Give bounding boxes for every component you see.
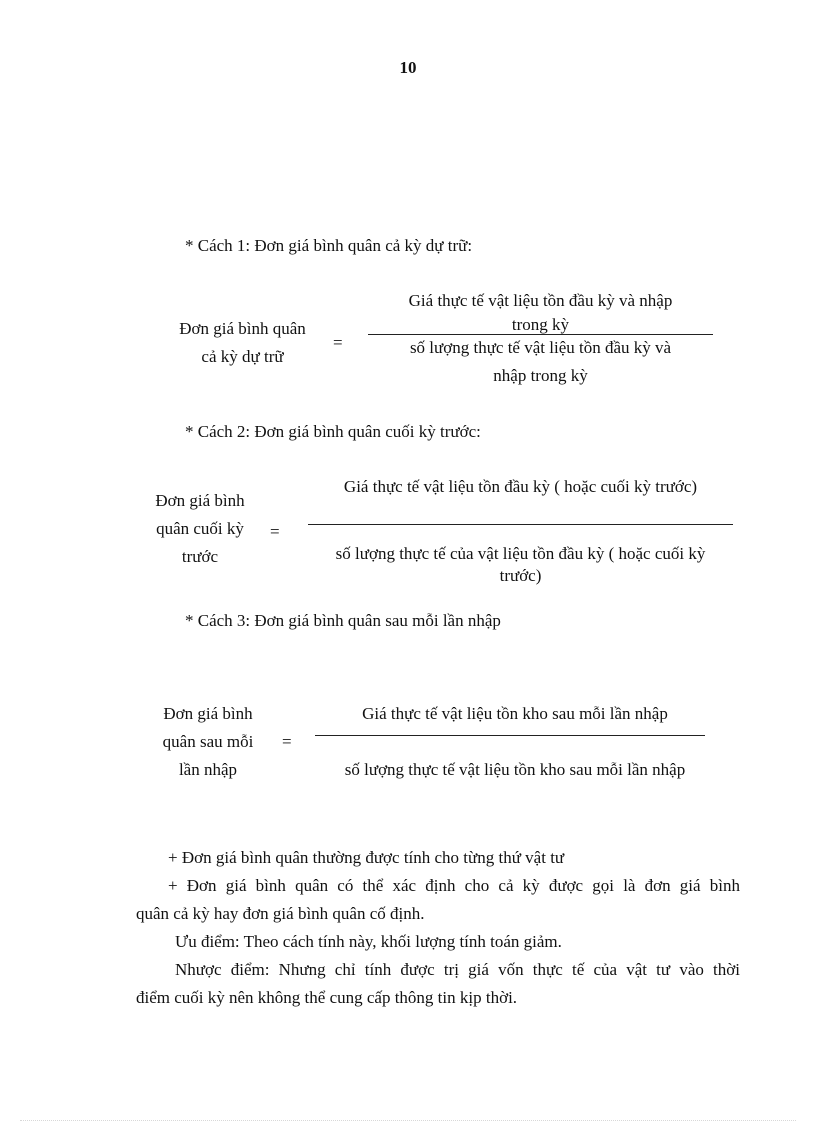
page-number: 10 <box>399 58 417 77</box>
method2-heading: * Cách 2: Đơn giá bình quân cuối kỳ trước: <box>185 422 481 441</box>
disadvantage-line-1: Nhược điểm: Nhưng chỉ tính được trị giá vốn thực tế của vật tư vào thời <box>175 960 740 979</box>
method1-lhs-line1: Đơn giá bình quân <box>179 319 306 338</box>
method3-lhs <box>138 700 278 784</box>
note-line-2a: + Đơn giá bình quân có thể xác định cho cả kỳ được gọi là đơn giá bình <box>168 876 740 895</box>
method1-denominator <box>368 334 713 390</box>
advantage-line: Ưu điểm: Theo cách tính này, khối lượng tính toán giảm. <box>175 932 562 951</box>
method1-denominator-line1: số lượng thực tế vật liệu tồn đầu kỳ và <box>409 338 672 357</box>
method3-fraction-bar <box>315 735 705 736</box>
method1-numerator-cont <box>368 315 713 335</box>
method2-denominator-line1: số lượng thực tế của vật liệu tồn đầu kỳ ( hoặc cuối kỳ <box>335 544 706 563</box>
method3-denominator <box>315 756 715 784</box>
method2-numerator <box>308 473 733 501</box>
method1-lhs-line2: cả kỳ dự trữ <box>201 347 284 366</box>
method3-numerator <box>315 700 715 728</box>
method2-lhs-line1: Đơn giá bình <box>155 491 245 510</box>
method1-lhs <box>160 315 325 371</box>
method2-denominator-line2: trước) <box>499 566 542 585</box>
method1-numerator <box>368 287 713 315</box>
method3-numerator-line1: Giá thực tế vật liệu tồn kho sau mỗi lần nhập <box>362 704 668 723</box>
note-line-2b: quân cả kỳ hay đơn giá bình quân cố định. <box>136 904 425 923</box>
method2-lhs-line2: quân cuối kỳ <box>156 519 244 538</box>
method2-lhs-line3: trước <box>181 547 219 566</box>
method2-denominator <box>308 543 733 587</box>
method3-lhs-line3: lần nhập <box>178 760 238 779</box>
method3-equals: = <box>282 732 292 751</box>
method3-lhs-line1: Đơn giá bình <box>163 704 253 723</box>
method1-denominator-line2: nhập trong kỳ <box>493 366 588 385</box>
method2-fraction-bar <box>308 524 733 525</box>
method1-heading: * Cách 1: Đơn giá bình quân cả kỳ dự trữ: <box>185 236 473 255</box>
method2-numerator-line1: Giá thực tế vật liệu tồn đầu kỳ ( hoặc cuối kỳ trước) <box>343 477 698 496</box>
method2-lhs <box>130 487 270 571</box>
method3-denominator-line1: số lượng thực tế vật liệu tồn kho sau mỗi lần nhập <box>344 760 686 779</box>
disadvantage-line-2: điểm cuối kỳ nên không thể cung cấp thông tin kịp thời. <box>136 988 518 1007</box>
method1-equals: = <box>333 333 343 352</box>
method1-numerator-line1: Giá thực tế vật liệu tồn đầu kỳ và nhập <box>408 291 673 310</box>
note-line-1: + Đơn giá bình quân thường được tính cho từng thứ vật tư <box>168 848 565 867</box>
method3-heading: * Cách 3: Đơn giá bình quân sau mỗi lần nhập <box>185 611 501 630</box>
method2-equals: = <box>270 522 280 541</box>
page-bottom-divider <box>20 1120 796 1121</box>
method3-lhs-line2: quân sau mỗi <box>162 732 254 751</box>
method1-numerator-line2: trong kỳ <box>511 315 570 334</box>
